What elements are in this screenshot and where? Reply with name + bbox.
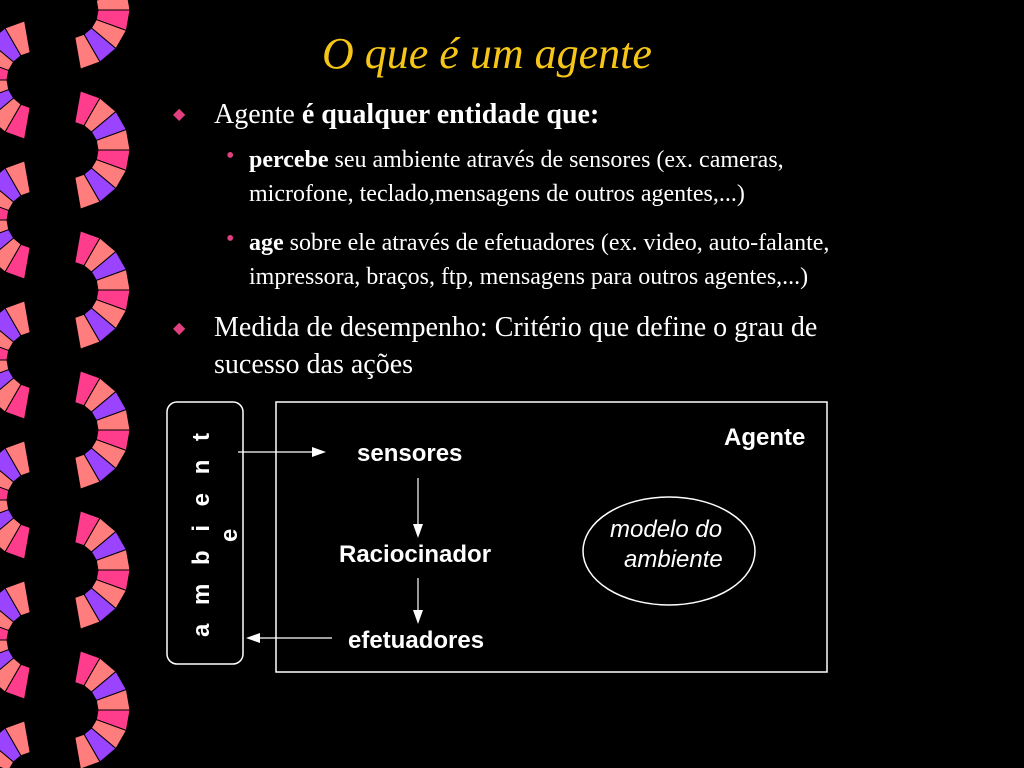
arrowhead-left (246, 633, 260, 643)
bullet-medida (214, 309, 817, 383)
diamond-bullet-icon: ◆ (173, 106, 186, 123)
sub-bullet-percebe (249, 143, 784, 211)
dot-bullet-icon: • (226, 143, 235, 169)
sub-bullet-age (249, 226, 829, 294)
reasoner-label: Raciocinador (339, 541, 492, 568)
agent-label: Agente (724, 424, 806, 451)
effectors-label: efetuadores (348, 627, 485, 654)
bullet-agente (214, 96, 599, 133)
slide-title: O que é um agente (322, 29, 652, 78)
sub-bullet-percebe-bold: percebe (249, 147, 329, 173)
sub-bullet-percebe-line1: seu ambiente através de sensores (ex. cameras, (328, 147, 784, 173)
model-label-line2: ambiente (624, 546, 723, 573)
diamond-bullet-icon: ◆ (173, 320, 186, 337)
bullet-medida-line1: Medida de desempenho: Critério que define o grau de (214, 312, 818, 343)
sub-bullet-age-line2: impressora, braços, ftp, mensagens para outros agentes,...) (249, 264, 809, 290)
arrowhead-right (312, 447, 326, 457)
fan-wedge (96, 0, 130, 10)
bullet-agente-text: Agente (214, 99, 302, 130)
sensors-label: sensores (357, 440, 463, 467)
arrowhead-down (413, 610, 423, 624)
sub-bullet-age-line1: sobre ele através de efetuadores (ex. video, auto-falante, (283, 230, 830, 256)
bullet-agente-bold: é qualquer entidade que: (301, 99, 600, 130)
arrowhead-down (413, 524, 423, 538)
sub-bullet-percebe-line2: microfone, teclado,mensagens de outros agentes,...) (249, 181, 745, 207)
model-label-line1: modelo do (610, 516, 723, 543)
dot-bullet-icon: • (226, 226, 235, 252)
sub-bullet-age-bold: age (249, 230, 284, 256)
decorative-fan-ribbon (0, 0, 140, 768)
environment-label: a m b i e n t e (188, 426, 243, 638)
bullet-medida-line2: sucesso das ações (214, 349, 414, 380)
